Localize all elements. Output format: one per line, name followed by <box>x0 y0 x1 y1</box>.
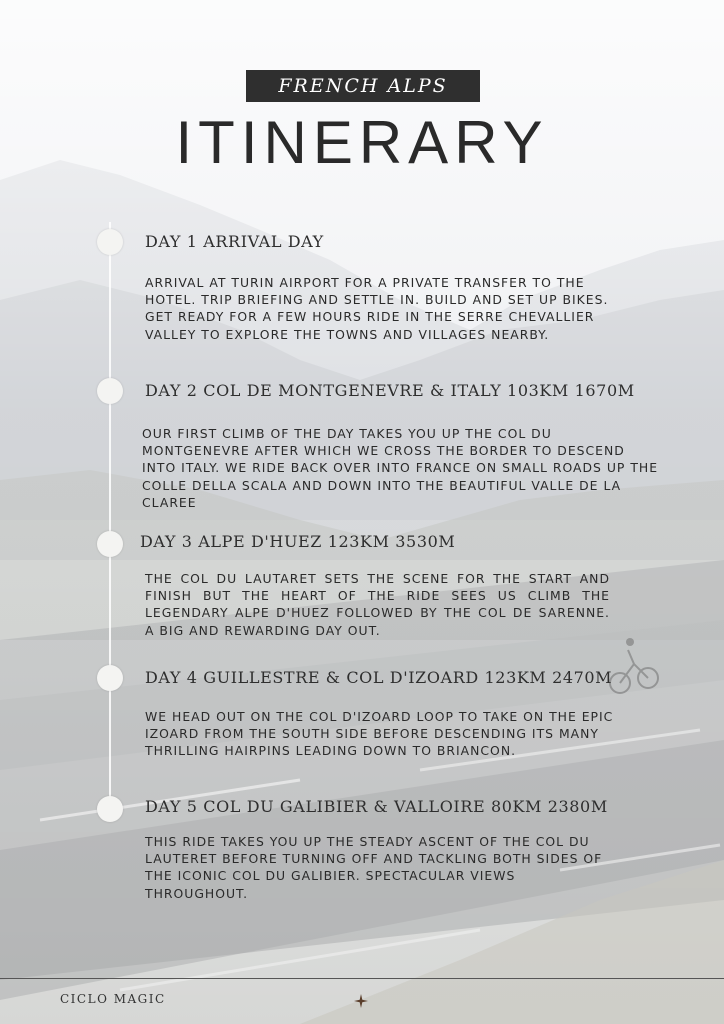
subtitle-banner <box>246 70 480 102</box>
day-1-description: ARRIVAL AT TURIN AIRPORT FOR A PRIVATE TRANSFER TO THE HOTEL. TRIP BRIEFING AND SETTLE IN. BUILD AND SET UP BIKES. GET READY FOR A FEW HOURS RIDE IN THE SERRE CHEVALLIER VALLEY TO EXPLORE THE TOWNS AND VILLAGES NEARBY. <box>145 275 609 342</box>
sparkle-star-icon <box>354 994 368 1008</box>
day-2-description: OUR FIRST CLIMB OF THE DAY TAKES YOU UP THE COL DU MONTGENEVRE AFTER WHICH WE CROSS THE BORDER TO DESCEND INTO ITALY. WE RIDE BACK OVER INTO FRANCE ON SMALL ROADS UP THE COLLE DELLA SCALA AND DOWN INTO THE BEAUTIFUL VALLE DE LA CLAREE <box>142 426 659 510</box>
brand-name: CICLO MAGIC <box>60 992 166 1006</box>
day-2-title: DAY 2 COL DE MONTGENEVRE & ITALY 103KM 1670M <box>145 381 635 400</box>
day-4-description: WE HEAD OUT ON THE COL D'IZOARD LOOP TO TAKE ON THE EPIC IZOARD FROM THE SOUTH SIDE BEFORE DESCENDING ITS MANY THRILLING HAIRPINS LEADING DOWN TO BRIANCON. <box>145 709 614 759</box>
timeline-dot-day-4 <box>97 665 123 691</box>
day-4-title: DAY 4 GUILLESTRE & COL D'IZOARD 123KM 2470M <box>145 668 613 687</box>
day-1-title: DAY 1 ARRIVAL DAY <box>145 232 324 251</box>
footer-divider <box>0 978 724 979</box>
timeline-dot-day-2 <box>97 378 123 404</box>
page-title: ITINERARY <box>175 109 549 176</box>
day-5-title: DAY 5 COL DU GALIBIER & VALLOIRE 80KM 2380M <box>145 797 608 816</box>
timeline-line <box>109 222 111 812</box>
timeline-dot-day-1 <box>97 229 123 255</box>
timeline-dot-day-5 <box>97 796 123 822</box>
day-5-description: THIS RIDE TAKES YOU UP THE STEADY ASCENT OF THE COL DU LAUTERET BEFORE TURNING OFF AND TACKLING BOTH SIDES OF THE ICONIC COL DU GALIBIER. SPECTACULAR VIEWS THROUGHOUT. <box>145 834 603 901</box>
day-3-title: DAY 3 ALPE D'HUEZ 123KM 3530M <box>140 532 456 551</box>
timeline-dot-day-3 <box>97 531 123 557</box>
day-3-description: THE COL DU LAUTARET SETS THE SCENE FOR THE START AND FINISH BUT THE HEART OF THE RIDE SEES US CLIMB THE LEGENDARY ALPE D'HUEZ FOLLOWED BY THE COL DE SARENNE. A BIG AND REWARDING DAY OUT. <box>145 571 610 638</box>
subtitle-text: FRENCH ALPS <box>278 75 448 97</box>
